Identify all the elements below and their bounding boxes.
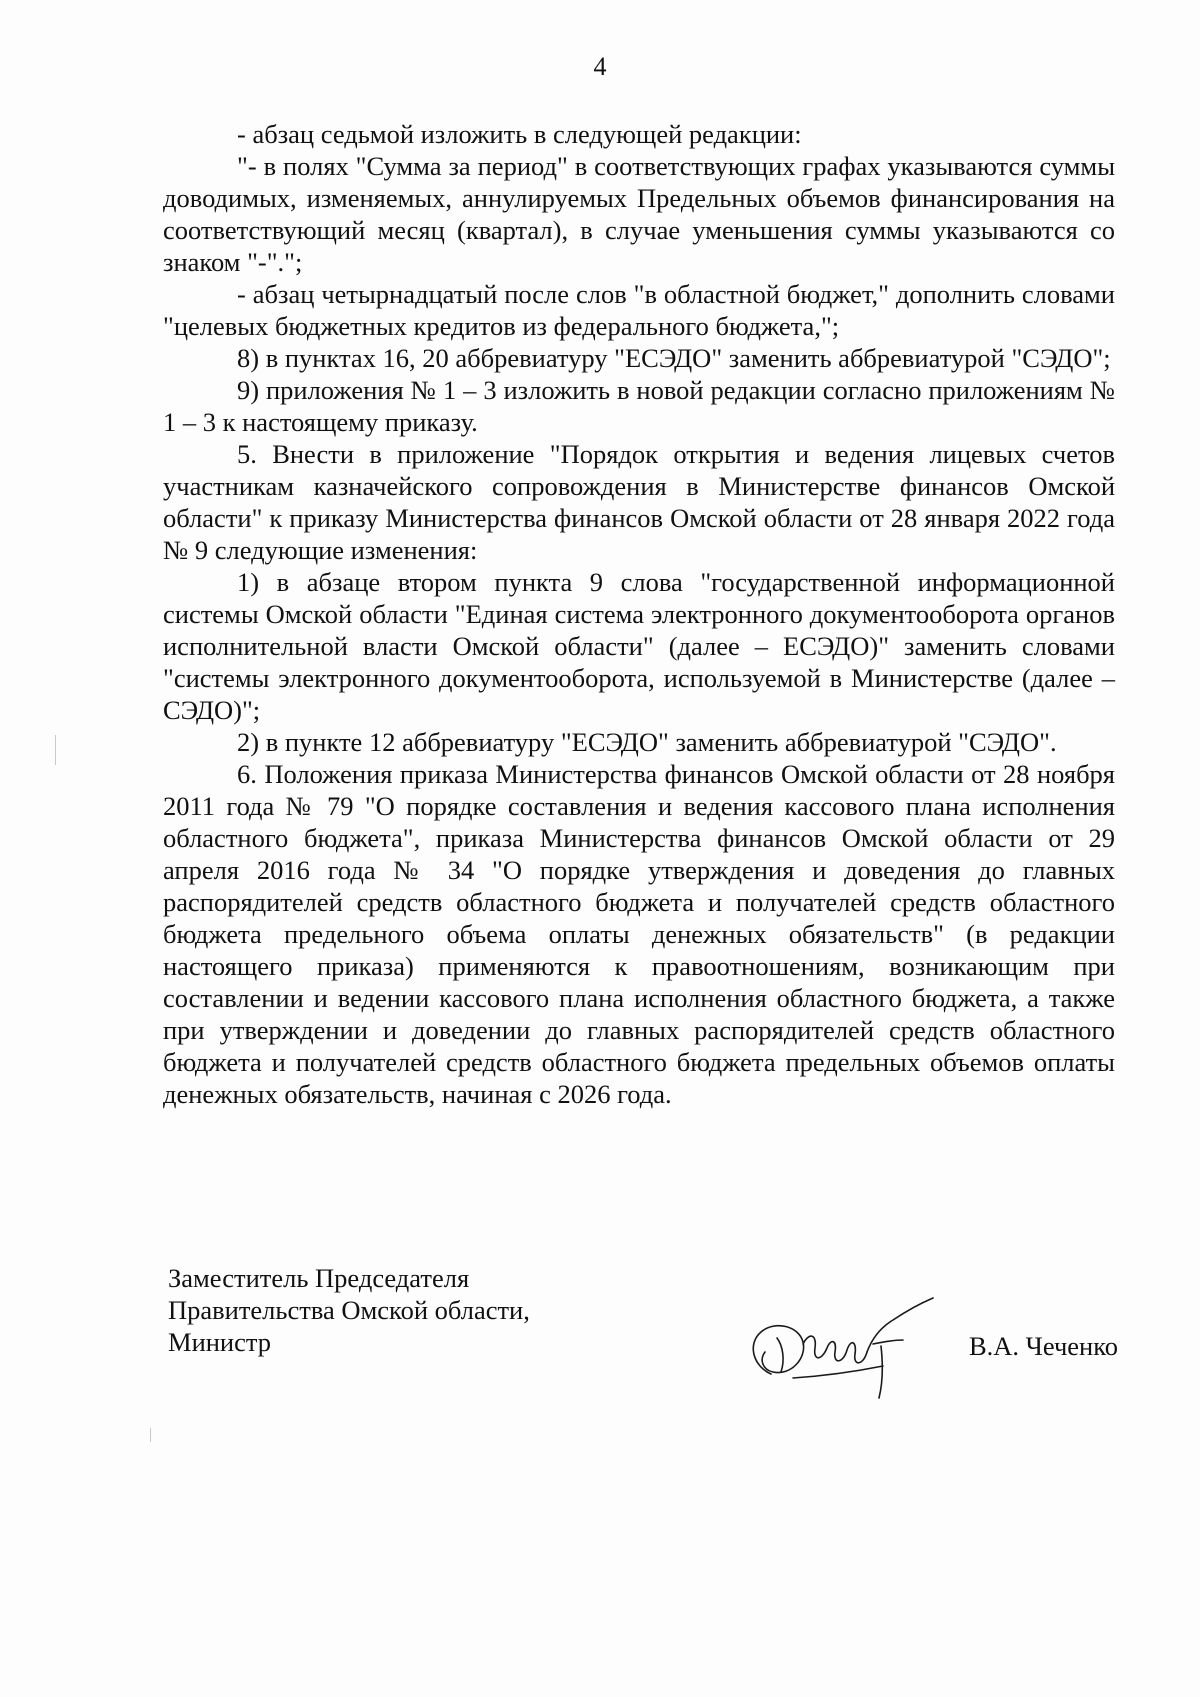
- paragraph: - абзац седьмой изложить в следующей редакции:: [237, 119, 802, 149]
- paragraph: 2) в пункте 12 аббревиатуру "ЕСЭДО" заменить аббревиатурой "СЭДО".: [237, 727, 1057, 757]
- document-body: [163, 118, 1115, 1110]
- scan-artifact-line: [55, 735, 56, 765]
- signer-name: В.А. Чеченко: [968, 1331, 1118, 1361]
- signature-block: [168, 1262, 1118, 1402]
- paragraph: 5. Внести в приложение "Порядок открытия и ведения лицевых счетов участникам казначейского сопровождения в Министерстве финансов Омской области" к приказу Министерства финансов Омской области от 28 января 2022 года № 9 следующие изменения:: [163, 439, 1115, 565]
- signer-title: [168, 1262, 530, 1358]
- page-number: 4: [593, 52, 607, 81]
- paragraph: 1) в абзаце втором пункта 9 слова "государственной информационной системы Омской области "Единая система электронного документооборота органов исполнительной власти Омской области" (далее – ЕСЭДО)" заменить словами "системы электронного документооборота, используемой в Министерстве (далее – СЭДО)";: [163, 567, 1115, 725]
- paragraph: "- в полях "Сумма за период" в соответствующих графах указываются суммы доводимых, изменяемых, аннулируемых Предельных объемов финансирования на соответствующий месяц (квартал), в случае уменьшения суммы указываются со знаком "-".";: [163, 151, 1115, 277]
- handwritten-signature: [733, 1286, 943, 1406]
- paragraph: - абзац четырнадцатый после слов "в областной бюджет," дополнить словами "целевых бюджетных кредитов из федерального бюджета,";: [163, 279, 1115, 341]
- signer-title-line: Правительства Омской области,: [168, 1295, 530, 1325]
- signer-title-line: Министр: [168, 1327, 272, 1357]
- paragraph: 6. Положения приказа Министерства финансов Омской области от 28 ноября 2011 года № 79 "О порядке составления и ведения кассового плана исполнения областного бюджета", приказа Министерства финансов Омской области от 29 апреля 2016 года № 34 "О порядке утверждения и доведения до главных распорядителей средств областного бюджета и получателей средств областного бюджета предельного объема оплаты денежных обязательств" (в редакции настоящего приказа) применяются к правоотношениям, возникающим при составлении и ведении кассового плана исполнения областного бюджета, а также при утверждении и доведении до главных распорядителей средств областного бюджета и получателей средств областного бюджета предельных объемов оплаты денежных обязательств, начиная с 2026 года.: [163, 759, 1115, 1109]
- signer-title-line: Заместитель Председателя: [168, 1263, 470, 1293]
- paragraph: 8) в пунктах 16, 20 аббревиатуру "ЕСЭДО" заменить аббревиатурой "СЭДО";: [237, 343, 1111, 373]
- paragraph: 9) приложения № 1 – 3 изложить в новой редакции согласно приложениям № 1 – 3 к настоящему приказу.: [163, 375, 1115, 437]
- scan-artifact-line: [150, 1428, 151, 1442]
